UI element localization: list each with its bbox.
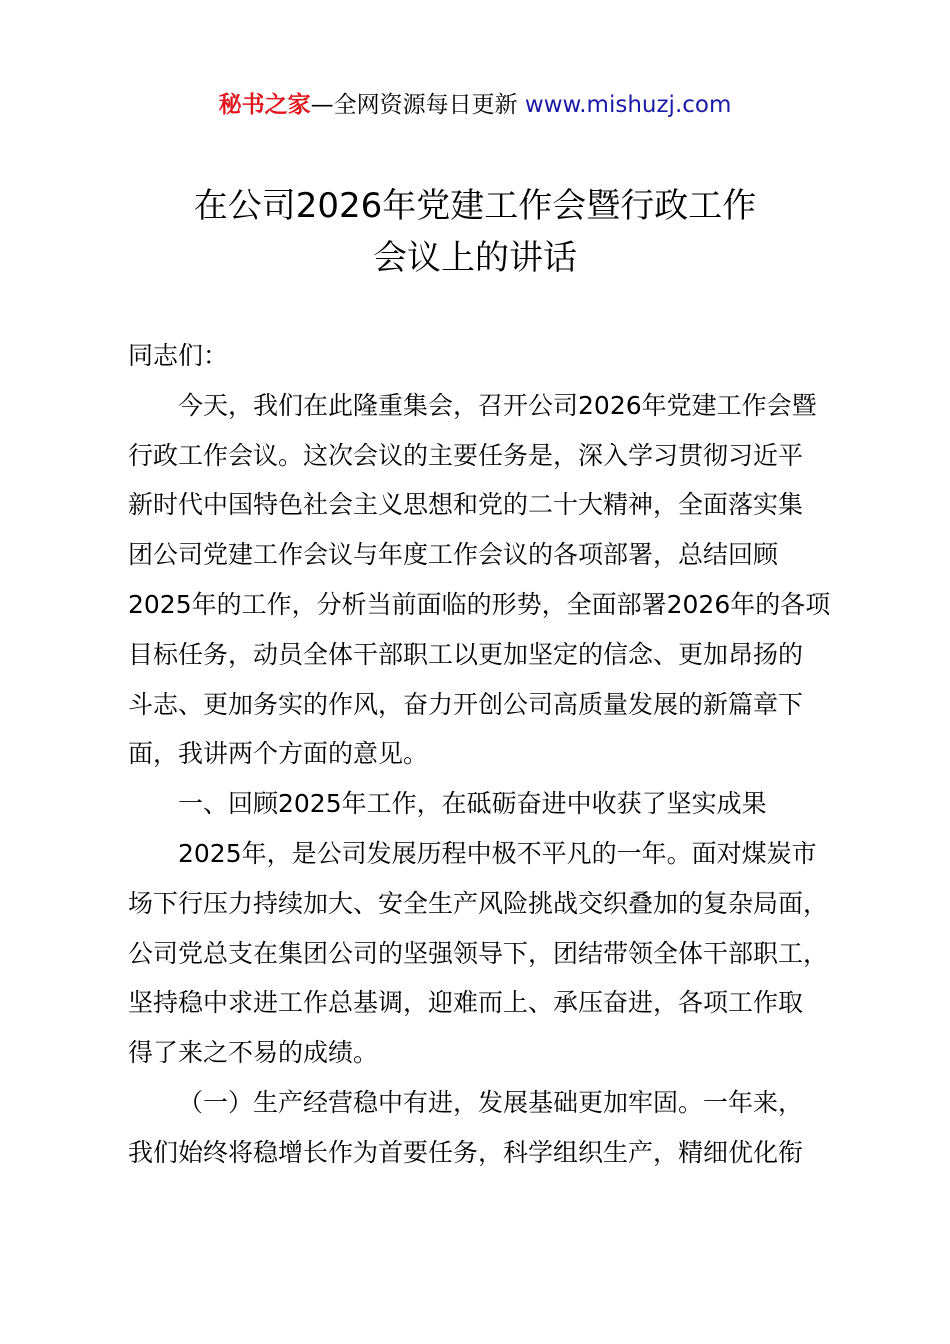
paragraph-line: 面，我讲两个方面的意见。 bbox=[128, 739, 429, 769]
brand-name: 秘书之家 bbox=[218, 92, 311, 118]
paragraph-line: 2025年，是公司发展历程中极不平凡的一年。面对煤炭市 bbox=[178, 838, 817, 868]
paragraph-line: 目标任务，动员全体干部职工以更加坚定的信念、更加昂扬的 bbox=[128, 639, 804, 669]
site-header bbox=[0, 88, 950, 122]
paragraph-line: 2025年的工作，分析当前面临的形势，全面部署2026年的各项 bbox=[128, 589, 831, 619]
paragraph-line: 我们始终将稳增长作为首要任务，科学组织生产，精细优化衔 bbox=[128, 1137, 804, 1167]
section-heading: 一、回顾2025年工作，在砥砺奋进中收获了坚实成果 bbox=[178, 789, 767, 819]
paragraph-line: 团公司党建工作会议与年度工作会议的各项部署，总结回顾 bbox=[128, 540, 779, 570]
paragraph-line: 今天，我们在此隆重集会，召开公司2026年党建工作会暨 bbox=[178, 390, 817, 420]
document-body bbox=[128, 331, 834, 1178]
site-url-link[interactable]: www.mishuzj.com bbox=[524, 92, 732, 118]
paragraph-line: 新时代中国特色社会主义思想和党的二十大精神，全面落实集 bbox=[128, 490, 804, 520]
paragraph-line: 坚持稳中求进工作总基调，迎难而上、承压奋进，各项工作取 bbox=[128, 988, 804, 1018]
subsection-line: （一）生产经营稳中有进，发展基础更加牢固。一年来， bbox=[178, 1087, 804, 1117]
paragraph-line: 行政工作会议。这次会议的主要任务是，深入学习贯彻习近平 bbox=[128, 440, 804, 470]
salutation: 同志们： bbox=[128, 341, 229, 370]
paragraph-line: 场下行压力持续加大、安全生产风险挑战交织叠加的复杂局面， bbox=[128, 888, 829, 918]
paragraph-line: 得了来之不易的成绩。 bbox=[128, 1038, 379, 1068]
title-line-2: 会议上的讲话 bbox=[373, 238, 577, 278]
paragraph-line: 公司党总支在集团公司的坚强领导下，团结带领全体干部职工， bbox=[128, 938, 829, 968]
title-line-1: 在公司2026年党建工作会暨行政工作 bbox=[193, 186, 757, 226]
site-tagline: —全网资源每日更新 bbox=[310, 92, 525, 118]
document-title bbox=[100, 180, 850, 284]
paragraph-line: 斗志、更加务实的作风，奋力开创公司高质量发展的新篇章下 bbox=[128, 689, 804, 719]
